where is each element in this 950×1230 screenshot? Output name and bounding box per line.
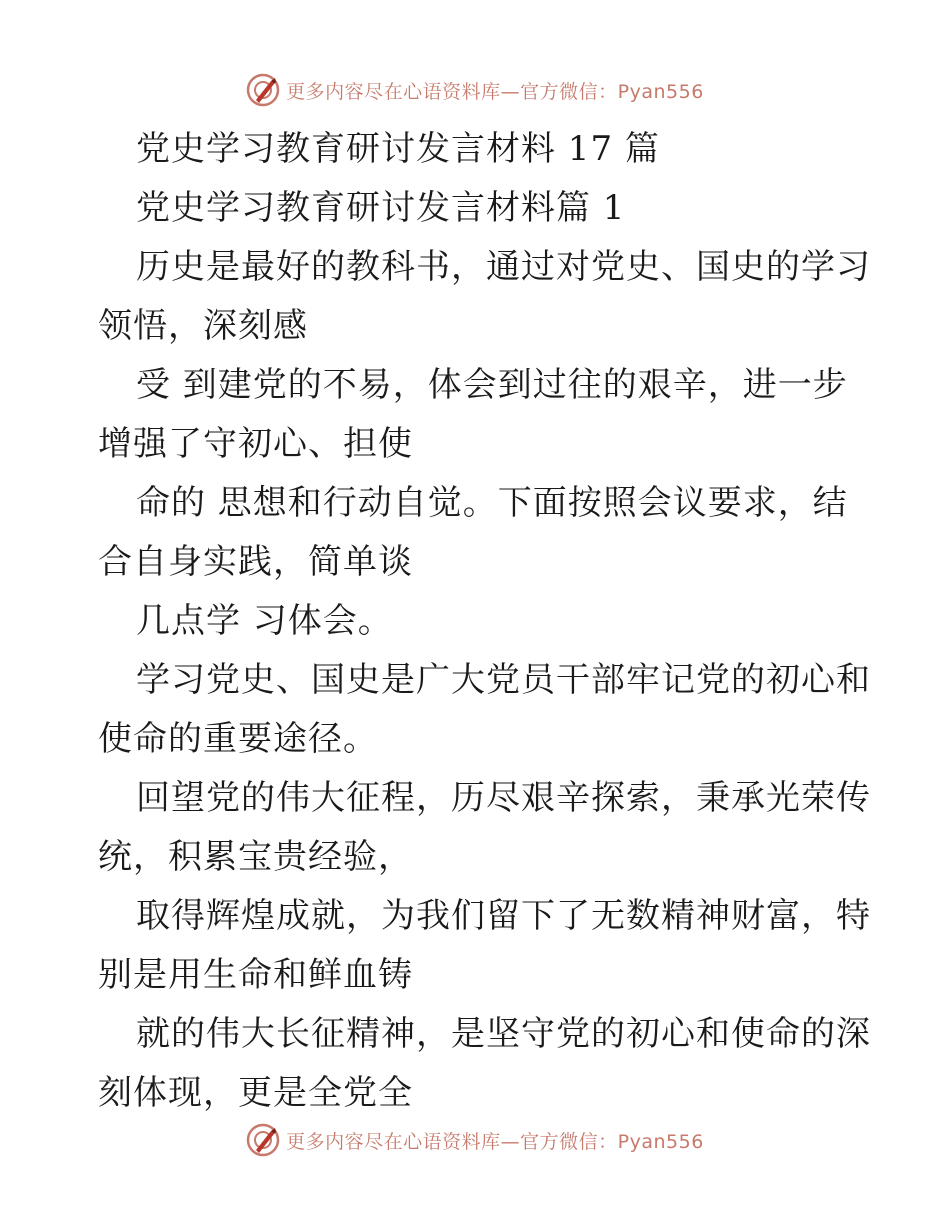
brand-logo-icon bbox=[246, 73, 280, 107]
doc-line-4: 领悟，深刻感 bbox=[98, 306, 308, 346]
doc-line-9: 几点学 习体会。 bbox=[136, 601, 393, 641]
doc-line-1: 党史学习教育研讨发言材料 17 篇 bbox=[136, 129, 660, 169]
header-watermark bbox=[0, 70, 950, 110]
document-body bbox=[98, 120, 871, 1123]
doc-line-12: 回望党的伟大征程，历尽艰辛探索，秉承光荣传 bbox=[136, 778, 871, 818]
doc-line-11: 使命的重要途径。 bbox=[98, 719, 378, 759]
doc-line-7: 命的 思想和行动自觉。下面按照会议要求，结 bbox=[136, 483, 848, 523]
doc-line-13: 统，积累宝贵经验， bbox=[98, 837, 413, 877]
watermark-text: 更多内容尽在心语资料库—官方微信：Pyan556 bbox=[286, 1130, 704, 1153]
doc-line-5: 受 到建党的不易，体会到过往的艰辛，进一步 bbox=[136, 365, 848, 405]
doc-line-2: 党史学习教育研讨发言材料篇 1 bbox=[136, 188, 626, 228]
doc-line-14: 取得辉煌成就，为我们留下了无数精神财富，特 bbox=[136, 896, 871, 936]
doc-line-6: 增强了守初心、担使 bbox=[98, 424, 413, 464]
doc-line-3: 历史是最好的教科书，通过对党史、国史的学习 bbox=[136, 247, 871, 287]
watermark-text: 更多内容尽在心语资料库—官方微信：Pyan556 bbox=[286, 80, 704, 103]
doc-line-8: 合自身实践，简单谈 bbox=[98, 542, 413, 582]
brand-logo-icon bbox=[246, 1123, 280, 1157]
doc-line-15: 别是用生命和鲜血铸 bbox=[98, 955, 413, 995]
doc-line-10: 学习党史、国史是广大党员干部牢记党的初心和 bbox=[136, 660, 871, 700]
doc-line-16: 就的伟大长征精神，是坚守党的初心和使命的深 bbox=[136, 1014, 871, 1054]
doc-line-17: 刻体现，更是全党全 bbox=[98, 1073, 413, 1113]
footer-watermark bbox=[0, 1120, 950, 1160]
